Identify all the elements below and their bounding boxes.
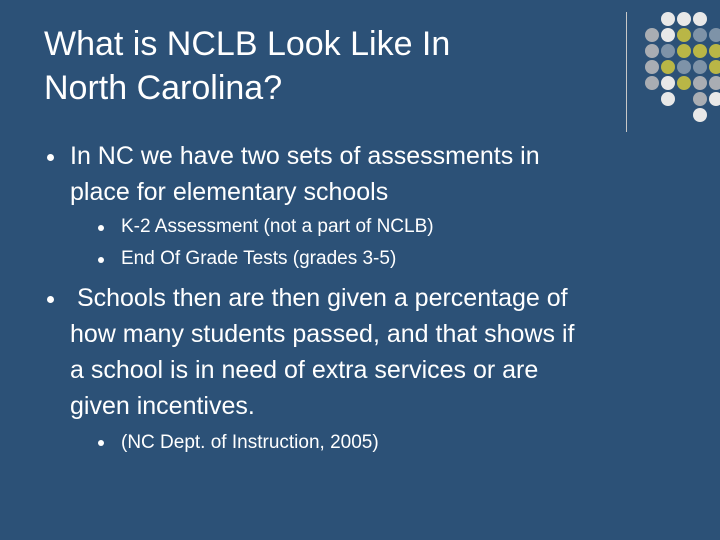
decorative-dot	[693, 28, 707, 42]
bullet-1-line-1: In NC we have two sets of assessments in	[70, 142, 540, 170]
decorative-dot	[709, 44, 720, 58]
decorative-dot	[661, 76, 675, 90]
decorative-dot	[661, 28, 675, 42]
bullet-2-line-2: how many students passed, and that shows if	[70, 320, 575, 348]
title-line-2: North Carolina?	[44, 69, 283, 107]
decorative-dot	[693, 76, 707, 90]
sub-bullet-dot	[98, 257, 104, 263]
sub-bullet-2-1: (NC Dept. of Instruction, 2005)	[121, 432, 379, 453]
decorative-dot	[709, 76, 720, 90]
decorative-dot	[693, 44, 707, 58]
decorative-dot	[645, 28, 659, 42]
decorative-dot	[677, 12, 691, 26]
decorative-divider	[626, 12, 627, 132]
title-line-1: What is NCLB Look Like In	[44, 25, 451, 63]
decorative-dot	[677, 44, 691, 58]
decorative-dot	[693, 108, 707, 122]
decorative-dot	[677, 76, 691, 90]
sub-bullet-1-2: End Of Grade Tests (grades 3-5)	[121, 248, 397, 269]
sub-bullet-1-1: K-2 Assessment (not a part of NCLB)	[121, 216, 434, 237]
bullet-2-line-1: Schools then are then given a percentage of	[70, 284, 568, 312]
decorative-dot	[677, 60, 691, 74]
decorative-dot	[693, 92, 707, 106]
decorative-dot	[645, 44, 659, 58]
bullet-1-line-2: place for elementary schools	[70, 178, 389, 206]
decorative-dot	[709, 28, 720, 42]
decorative-dot	[661, 12, 675, 26]
slide-title	[44, 22, 604, 110]
decorative-dot	[693, 60, 707, 74]
bullet-dot	[47, 154, 54, 161]
decorative-dot	[693, 12, 707, 26]
bullet-2-line-4: given incentives.	[70, 392, 255, 420]
decorative-dot	[709, 60, 720, 74]
sub-bullet-dot	[98, 225, 104, 231]
decorative-dot	[709, 92, 720, 106]
decorative-dot	[645, 76, 659, 90]
decorative-dot	[661, 92, 675, 106]
bullet-2-line-3: a school is in need of extra services or are	[70, 356, 539, 384]
decorative-dot	[661, 44, 675, 58]
decorative-dot	[661, 60, 675, 74]
bullet-1-text	[70, 138, 540, 210]
sub-bullet-dot	[98, 440, 104, 446]
decorative-dot	[645, 60, 659, 74]
bullet-2-text	[70, 280, 574, 424]
decorative-dot	[677, 28, 691, 42]
bullet-dot	[47, 296, 54, 303]
